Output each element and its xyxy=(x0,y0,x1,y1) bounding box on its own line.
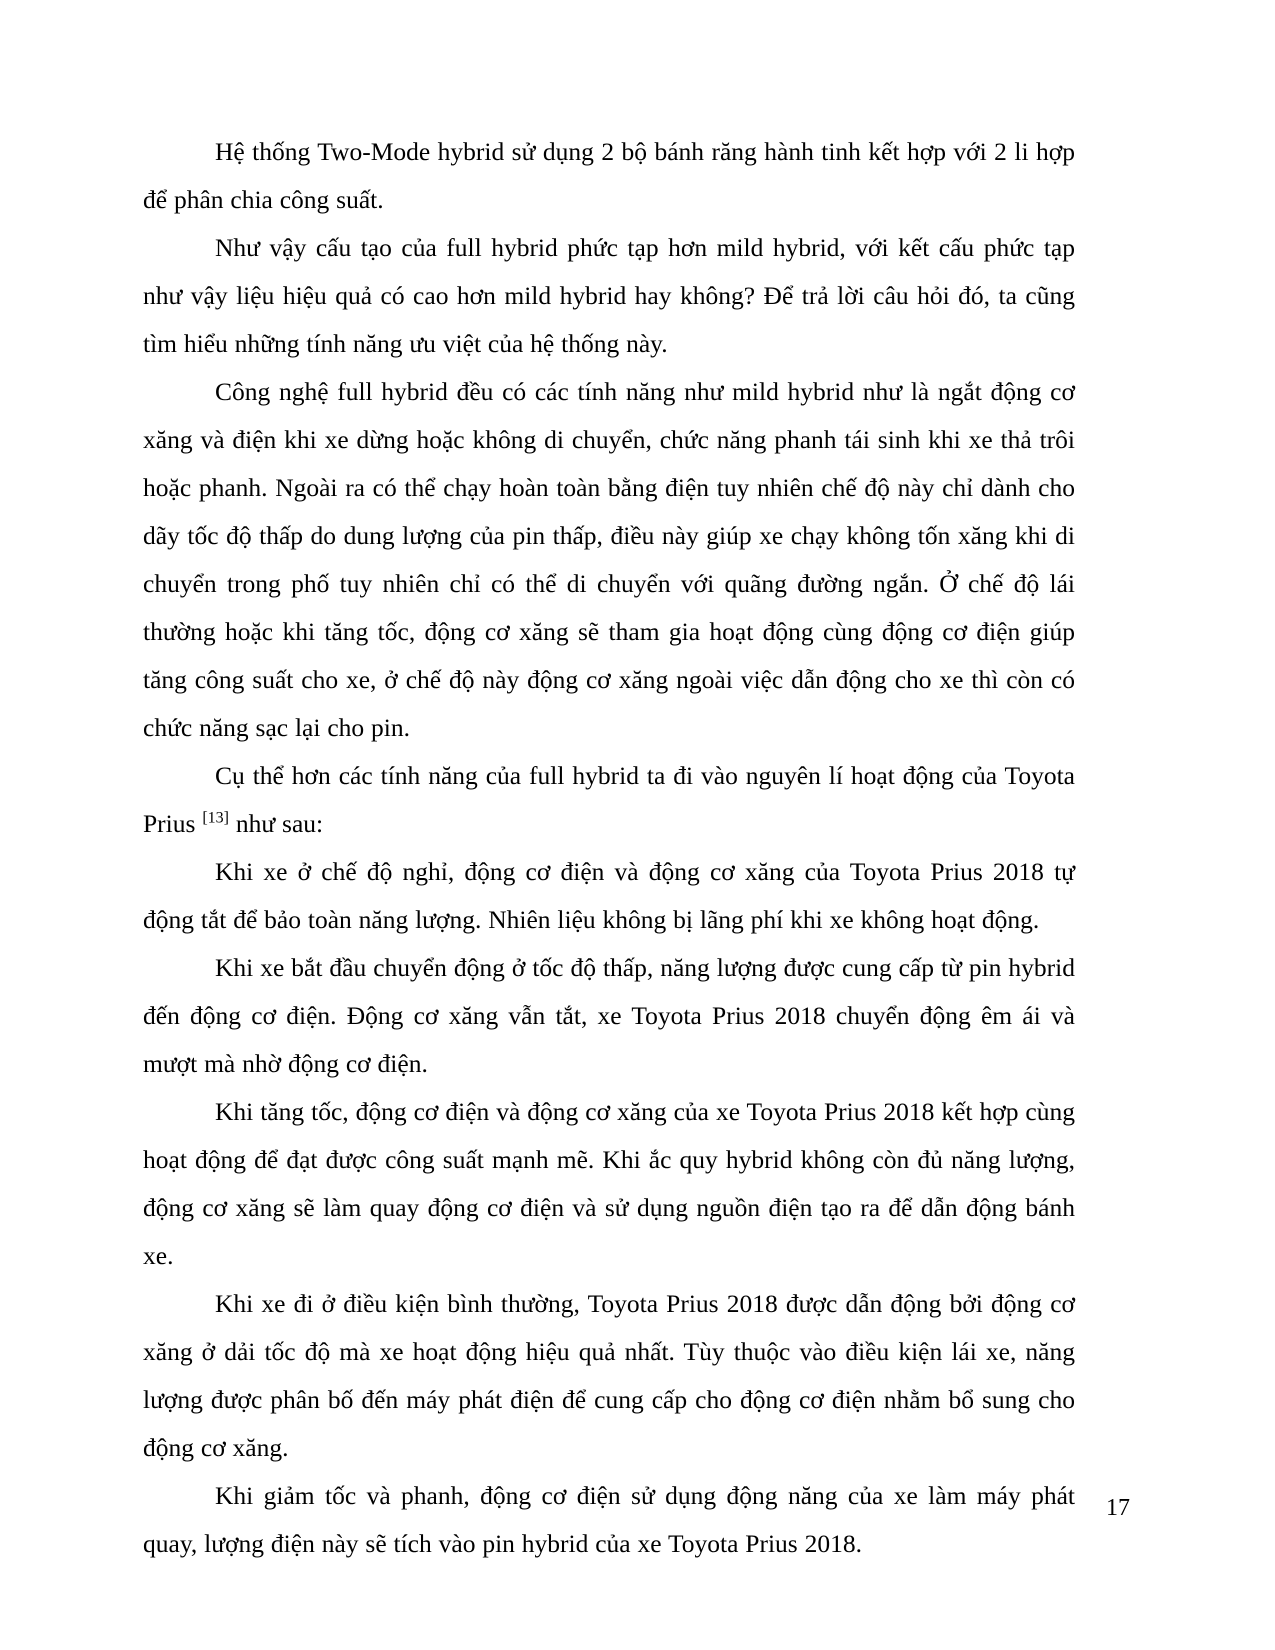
paragraph-1: Hệ thống Two-Mode hybrid sử dụng 2 bộ bánh răng hành tinh kết hợp với 2 li hợp để phân chia công suất. xyxy=(143,137,1075,214)
paragraph-6: Khi tăng tốc, động cơ điện và động cơ xăng của xe Toyota Prius 2018 kết hợp cùng hoạt động để đạt được công suất mạnh mẽ. Khi ắc quy hybrid không còn đủ năng lượng, động cơ xăng sẽ làm quay động cơ điện và sử dụng nguồn điện tạo ra để dẫn động bánh xe. xyxy=(143,1097,1075,1270)
citation-text-before: Cụ thể hơn các tính năng của full hybrid ta đi vào nguyên lí hoạt động của Toyota Prius xyxy=(143,761,1075,838)
page-number: 17 xyxy=(1106,1495,1130,1521)
paragraph-4: Khi xe ở chế độ nghỉ, động cơ điện và động cơ xăng của Toyota Prius 2018 tự động tắt để bảo toàn năng lượng. Nhiên liệu không bị lãng phí khi xe không hoạt động. xyxy=(143,857,1075,934)
paragraph-8: Khi giảm tốc và phanh, động cơ điện sử dụng động năng của xe làm máy phát quay, lượng điện này sẽ tích vào pin hybrid của xe Toyota Prius 2018. xyxy=(143,1481,1075,1558)
paragraph-5: Khi xe bắt đầu chuyển động ở tốc độ thấp, năng lượng được cung cấp từ pin hybrid đến động cơ điện. Động cơ xăng vẫn tắt, xe Toyota Prius 2018 chuyển động êm ái và mượt mà nhờ động cơ điện. xyxy=(143,953,1075,1078)
document-body xyxy=(143,128,1075,1568)
paragraph-7: Khi xe đi ở điều kiện bình thường, Toyota Prius 2018 được dẫn động bởi động cơ xăng ở dải tốc độ mà xe hoạt động hiệu quả nhất. Tùy thuộc vào điều kiện lái xe, năng lượng được phân bố đến máy phát điện để cung cấp cho động cơ điện nhằm bổ sung cho động cơ xăng. xyxy=(143,1289,1075,1462)
citation-marker: [13] xyxy=(202,809,229,827)
paragraph-2: Như vậy cấu tạo của full hybrid phức tạp hơn mild hybrid, với kết cấu phức tạp như vậy liệu hiệu quả có cao hơn mild hybrid hay không? Để trả lời câu hỏi đó, ta cũng tìm hiểu những tính năng ưu việt của hệ thống này. xyxy=(143,233,1075,358)
citation-text-after: như sau: xyxy=(228,809,324,838)
paragraph-with-citation xyxy=(143,752,1075,848)
paragraph-3: Công nghệ full hybrid đều có các tính năng như mild hybrid như là ngắt động cơ xăng và điện khi xe dừng hoặc không di chuyển, chức năng phanh tái sinh khi xe thả trôi hoặc phanh. Ngoài ra có thể chạy hoàn toàn bằng điện tuy nhiên chế độ này chỉ dành cho dãy tốc độ thấp do dung lượng của pin thấp, điều này giúp xe chạy không tốn xăng khi di chuyển trong phố tuy nhiên chỉ có thể di chuyển với quãng đường ngắn. Ở chế độ lái thường hoặc khi tăng tốc, động cơ xăng sẽ tham gia hoạt động cùng động cơ điện giúp tăng công suất cho xe, ở chế độ này động cơ xăng ngoài việc dẫn động cho xe thì còn có chức năng sạc lại cho pin. xyxy=(143,377,1075,742)
